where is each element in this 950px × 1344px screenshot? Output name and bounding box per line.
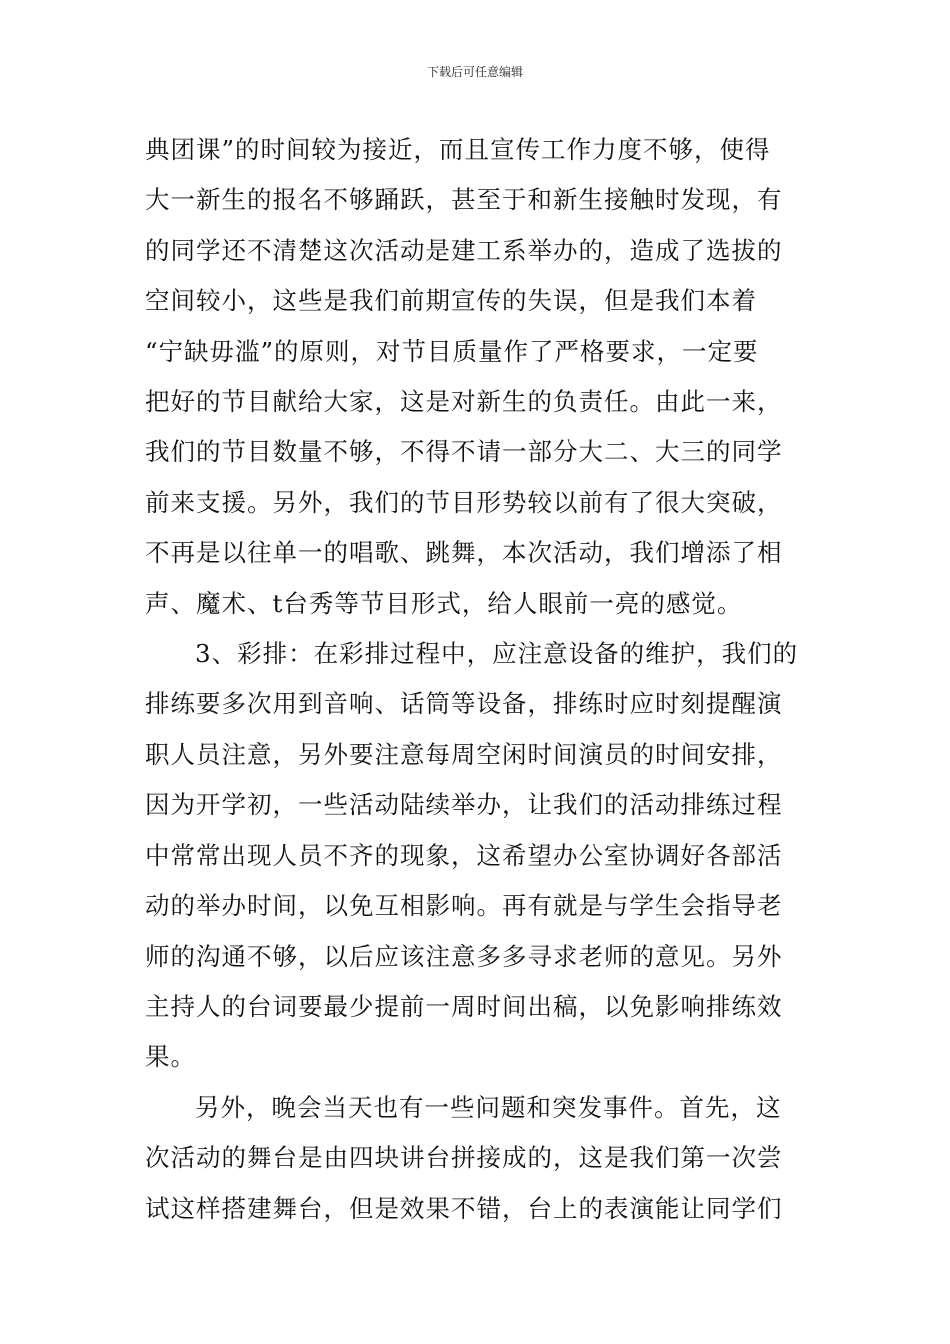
- paragraph: [145, 1083, 815, 1234]
- text-line: 果。: [145, 1042, 196, 1072]
- text-line: 大一新生的报名不够踊跃，甚至于和新生接触时发现，有: [145, 185, 783, 215]
- page-header: 下载后可任意编辑: [426, 65, 523, 79]
- paragraph: [145, 629, 815, 1083]
- text-line: 另外，晚会当天也有一些问题和突发事件。首先，这: [195, 1092, 782, 1122]
- text-line: 典团课”的时间较为接近，而且宣传工作力度不够，使得: [145, 135, 771, 164]
- text-line: 的同学还不清楚这次活动是建工系举办的，造成了选拔的: [145, 235, 783, 265]
- text-line: 3、彩排：在彩排过程中，应注意设备的维护，我们的: [195, 639, 799, 669]
- text-line: 试这样搭建舞台，但是效果不错，台上的表演能让同学们: [145, 1193, 783, 1223]
- text-line: 次活动的舞台是由四块讲台拼接成的，这是我们第一次尝: [145, 1143, 783, 1173]
- text-line: 不再是以往单一的唱歌、跳舞，本次活动，我们增添了相: [145, 538, 783, 568]
- text-line: 师的沟通不够，以后应该注意多多寻求老师的意见。另外: [145, 941, 783, 971]
- text-line: 前来支援。另外，我们的节目形势较以前有了很大突破，: [145, 487, 783, 517]
- text-line: 空间较小，这些是我们前期宣传的失误，但是我们本着: [145, 286, 757, 316]
- text-line: 我们的节目数量不够，不得不请一部分大二、大三的同学: [145, 437, 783, 467]
- text-line: 动的举办时间，以免互相影响。再有就是与学生会指导老: [145, 891, 783, 921]
- text-line: 声、魔术、t台秀等节目形式，给人眼前一亮的感觉。: [145, 588, 743, 618]
- text-line: “宁缺毋滥”的原则，对节目质量作了严格要求，一定要: [145, 336, 759, 366]
- text-line: 中常常出现人员不齐的现象，这希望办公室协调好各部活: [145, 840, 783, 870]
- paragraph: [145, 125, 815, 629]
- text-line: 主持人的台词要最少提前一周时间出稿，以免影响排练效: [145, 991, 783, 1021]
- document-body: [145, 125, 815, 1234]
- text-line: 职人员注意，另外要注意每周空闲时间演员的时间安排，: [145, 739, 783, 769]
- text-line: 把好的节目献给大家，这是对新生的负责任。由此一来，: [145, 387, 783, 417]
- text-line: 因为开学初，一些活动陆续举办，让我们的活动排练过程: [145, 790, 783, 820]
- text-line: 排练要多次用到音响、话筒等设备，排练时应时刻提醒演: [145, 689, 783, 719]
